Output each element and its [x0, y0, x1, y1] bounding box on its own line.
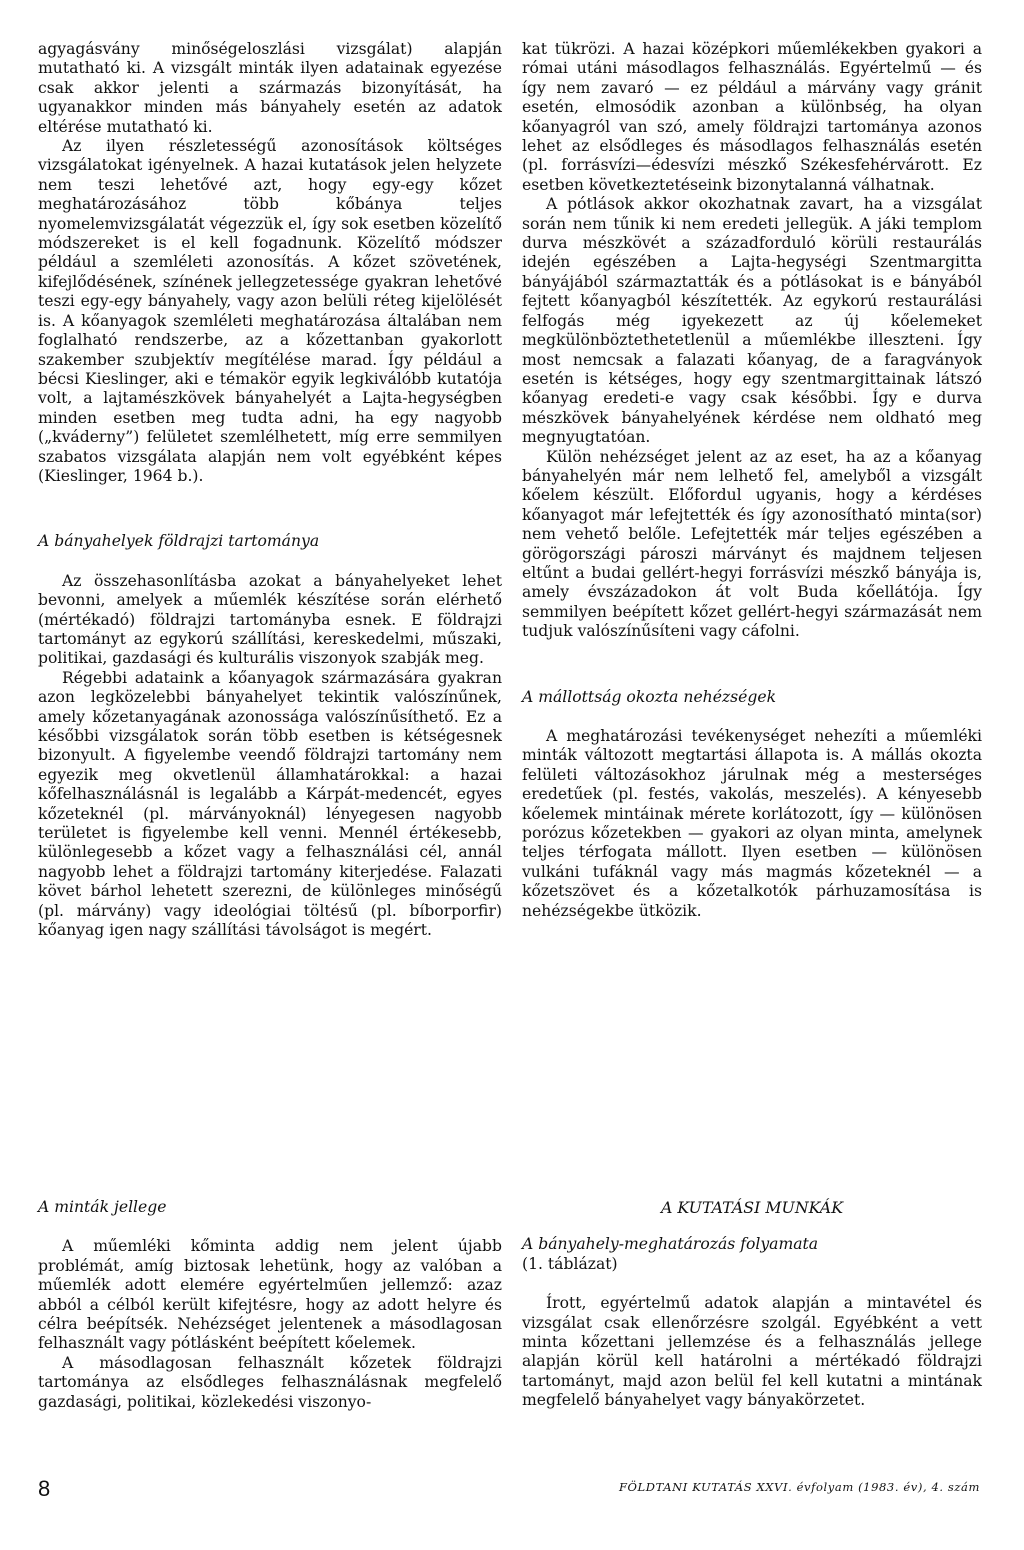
paragraph: A meghatározási tevékenységet nehezíti a műemléki minták változott megtartási állapota is. A mállás okozta felületi változásokhoz járulnak még a mesterséges eredetűek (pl. festés, vakolás, meszelés). A kényesebb kőelemek mintáinak mérete korlátozott, így — különösen porózus kőzetekben — gyakori az olyan minta, amelynek teljes térfogata mállott. Ilyen esetben — különösen vulkáni tufáknál vagy más magmás kőzeteknél — a kőzetszövet és a kőzetalkotók párhuzamosítása is nehézségekbe ütközik. — [522, 727, 982, 920]
paragraph: kat tükrözi. A hazai középkori műemlékekben gyakori a római utáni másodlagos felhasználás. Egyértelmű — és így nem zavaró — ez például a márvány vagy gránit esetén, elmosódik azonban a különbség, ha olyan kőanyagról van szó, amely földrajzi tartománya azonos lehet az elsődleges és másodlagos felhasználás esetén (pl. forrásvízi—édesvízi mészkő Székesfehérvárott. Ez esetben következtetéseink bizonytalanná válhatnak. — [522, 40, 982, 194]
section-heading: A bányahely-meghatározás folyamata — [522, 1235, 819, 1254]
chapter-title: A KUTATÁSI MUNKÁK — [660, 1198, 844, 1217]
paragraph: A műemléki kőminta addig nem jelent újabb problémát, amíg biztosak lehetünk, hogy az valóban a műemlék adott elemére egyértelműen jellemző: azaz abból a célból került kifejtésre, hogy az adott helyre és célra beépítsék. Nehézséget jelentenek a másodlagosan felhasznált vagy pótlásként beépített kőelemek. — [38, 1237, 502, 1353]
right-column-bottom — [522, 1198, 982, 1411]
table-reference: (1. táblázat) — [522, 1254, 618, 1273]
left-column-top — [38, 40, 502, 940]
section-heading: A minták jellege — [38, 1198, 167, 1216]
paragraph: Az összehasonlításba azokat a bányahelyeket lehet bevonni, amelyek a műemlék készítése során elérhető (mértékadó) földrajzi tartományba esnek. E földrajzi tartományt az egykorú szállítási, kereskedelmi, műszaki, politikai, gazdasági és kulturális viszonyok szabják meg. — [38, 571, 502, 668]
paragraph: A pótlások akkor okozhatnak zavart, ha a vizsgálat során nem tűnik ki nem eredeti jellegük. A jáki templom durva mészkövét a századforduló körüli restaurálás idején egészében a Lajta-hegységi Szentmargitta bányájából származtatták és a pótlásokat is e bányából fejtett kőanyagból készítették. Az egykorú restaurálási felfogás még igyekezett az új kőelemeket megkülönböztethetetlenül a műemlékbe illeszteni. Így most nemcsak a falazati kőanyag, de a faragványok esetén is kétséges, hogy egy szentmargittainak látszó kőanyag eredeti-e vagy csak későbbi. Így e durva mészkövek bányahelyének kérdése nem oldható meg megnyugtatóan. — [522, 195, 982, 447]
left-column-bottom — [38, 1198, 502, 1412]
paragraph: Az ilyen részletességű azonosítások költséges vizsgálatokat igényelnek. A hazai kutatások jelen helyzete nem teszi lehetővé azt, hogy egy-egy kőzet meghatározásához több kőbánya teljes nyomelemvizsgálatát végezzük el, így sok esetben közelítő módszereket is el kell fogadnunk. Közelítő módszer például a szemléleti azonosítás. A kőzet szövetének, kifejlődésének, színének jellegzetessége gyakran lehetővé teszi egy-egy bányahely, vagy azon belüli réteg kijelölését is. A kőanyagok szemléleti meghatározása általában nem foglalható rendszerbe, az a kőzettanban gyakorlott szakember szubjektív megítélése marad. Így például a bécsi Kieslinger, aki e témakör egyik legkiválóbb kutatója volt, a lajtamészkövek bányahelyét a Lajta-hegységben minden esetben meg tudta adni, ha egy nagyobb („kváderny”) felületet szemlélhetett, míg erre semmilyen szabatos vizsgálata alapján nem volt egyébként képes (Kieslinger, 1964 b.). — [38, 137, 502, 485]
paragraph: Régebbi adataink a kőanyagok származására gyakran azon legközelebbi bányahelyet tekintik valószínűnek, amely kőzetanyagának azonossága valószínűsíthető. Ez a későbbi vizsgálatok során több esetben is kétségesnek bizonyult. A figyelembe veendő földrajzi tartomány nem egyezik meg okvetlenül államhatárokkal: a hazai kőfelhasználásnál is legalább a Kárpát-medencét, egyes kőzeteknél (pl. márványoknál) lényegesen nagyobb területet is figyelembe kell venni. Mennél értékesebb, különlegesebb a kőzet vagy a felhasználási cél, annál nagyobb lehet a földrajzi tartomány kiterjedése. Falazati követ bárhol lehetett szerezni, de különleges minőségű (pl. márvány) vagy ideológiai töltésű (pl. bíborporfir) kőanyag igen nagy szállítási távolságot is megért. — [38, 668, 502, 940]
section-heading: A mállottság okozta nehézségek — [522, 687, 777, 706]
right-column-top — [522, 40, 982, 921]
paragraph: Külön nehézséget jelent az az eset, ha az a kőanyag bányahelyén már nem lelhető fel, amelyből a vizsgált kőelem készült. Előfordul ugyanis, hogy a kérdéses kőanyagot már lefejtették és így azonosítható minta(sor) nem vehető belőle. Lefejtették már teljes egészében a görögországi pároszi márványt és majdnem teljesen eltűnt a budai gellért-hegyi forrásvízi mészkő bányája is, amely évszázadokon át volt Buda kőellátója. Így semmilyen beépített kőzet gellért-hegyi származását nem tudjuk valószínűsíteni vagy cáfolni. — [522, 447, 982, 641]
paragraph: Írott, egyértelmű adatok alapján a mintavétel és vizsgálat csak ellenőrzésre szolgál. Egyébként a vett minta kőzettani jellemzése és a felhasználás jellege alapján körül kell határolni a mértékadó földrajzi tartományt, majd azon belül fel kell kutatni a mintának megfelelő bányahelyet vagy bányakörzetet. — [522, 1294, 982, 1410]
journal-footer: FÖLDTANI KUTATÁS XXVI. évfolyam (1983. év), 4. szám — [618, 1480, 980, 1494]
paragraph: A másodlagosan felhasznált kőzetek földrajzi tartománya az elsődleges felhasználásnak megfelelő gazdasági, politikai, közlekedési viszonyo- — [38, 1353, 502, 1411]
page-number: 8 — [38, 1476, 51, 1501]
paragraph: agyagásvány minőségeloszlási vizsgálat) alapján mutatható ki. A vizsgált minták ilyen adatainak egyezése csak akkor jelenti a származás bizonyítását, ha ugyanakkor minden más bányahely esetén az adatok eltérése mutatható ki. — [38, 40, 502, 136]
section-heading: A bányahelyek földrajzi tartománya — [38, 532, 320, 551]
